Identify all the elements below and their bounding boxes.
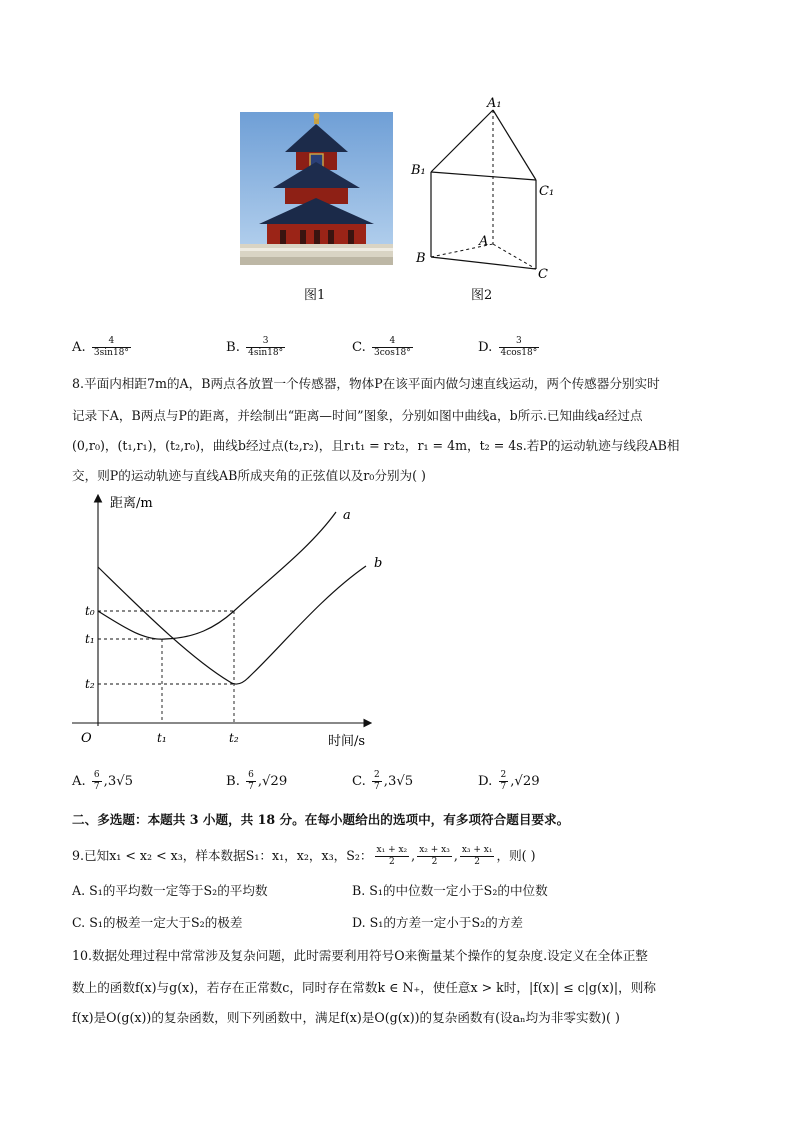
q10-line-1: 10.数据处理过程中常常涉及复杂问题，此时需要利用符号O来衡量某个操作的复杂度.设定义在全体正整 [72,948,648,963]
q10-line-2: 数上的函数f(x)与g(x)，若存在正常数c，同时存在常数k ∈ N₊，使任意x > k时，|f(x)| ≤ c|g(x)|，则称 [72,980,656,995]
vertex-c1: C₁ [539,184,555,199]
q9-option-a[interactable]: A. S₁的平均数一定等于S₂的平均数 [72,883,268,898]
x-tick-t2: t₂ [229,731,239,745]
x-axis-label: 时间/s [328,734,366,749]
curve-a-label: a [343,508,351,523]
vertex-a1: A₁ [487,96,502,111]
origin-label: O [81,731,92,746]
figure1-caption: 图1 [304,288,326,303]
q8-line-1: 8.平面内相距7m的A，B两点各放置一个传感器，物体P在该平面内做匀速直线运动，两个传感器分别实时 [72,376,660,391]
temple-photo [240,112,393,265]
prism-diagram [405,92,565,287]
x-tick-t1: t₁ [157,731,167,745]
q7-option-a[interactable]: A. $\frac{4}{3\sin 18^\circ}$ [72,336,129,358]
y-tick-t0: t₀ [85,604,95,618]
curve-b [98,566,366,684]
q9-option-b[interactable]: B. S₁的中位数一定小于S₂的中位数 [352,883,548,898]
figure2-caption: 图2 [471,288,493,303]
y-tick-t1: t₁ [85,632,95,646]
q7-option-b[interactable]: B. $\frac{3}{4\sin 18^\circ}$ [226,336,284,358]
q8-option-a[interactable]: A. $\frac{6}{7}$ ,3√5 [72,770,134,792]
q8-option-b[interactable]: B. $\frac{6}{7}$ ,√29 [226,770,288,792]
q7-option-d[interactable]: D. $\frac{3}{4\cos 18^\circ}$ [478,336,538,358]
vertex-a: A [479,234,489,249]
q8-line-3: (0,r₀)，(t₁,r₁)，(t₂,r₀)，曲线b经过点(t₂,r₂)，且r₁t₁ = r₂t₂，r₁ = 4m，t₂ = 4s.若P的运动轨迹与线段AB相 [72,438,680,453]
vertex-b1: B₁ [411,163,426,178]
y-axis-label: 距离/m [110,496,153,511]
q9-option-d[interactable]: D. S₁的方差一定小于S₂的方差 [352,915,523,930]
distance-time-graph [70,488,390,756]
y-tick-t2: t₂ [85,677,95,691]
q7-option-c[interactable]: C. $\frac{4}{3\cos 18^\circ}$ [352,336,411,358]
q8-option-c[interactable]: C. $\frac{2}{7}$ ,3√5 [352,770,414,792]
q10-line-3: f(x)是O(g(x))的复杂函数，则下列函数中，满足f(x)是O(g(x))的复杂函数有(设aₙ均为非零实数)( ) [72,1010,620,1025]
section-2-heading: 二、多选题：本题共 3 小题，共 18 分。在每小题给出的选项中，有多项符合题目要求。 [72,812,570,827]
q8-option-d[interactable]: D. $\frac{2}{7}$ ,√29 [478,770,540,792]
q8-line-2: 记录下A，B两点与P的距离，并绘制出“距离—时间”图象，分别如图中曲线a，b所示.已知曲线a经过点 [72,408,643,423]
curve-b-label: b [374,556,383,571]
vertex-b: B [416,251,426,266]
vertex-c: C [538,267,548,282]
curve-a [98,512,336,639]
q9-option-c[interactable]: C. S₁的极差一定大于S₂的极差 [72,915,243,930]
q9-stem: 9.已知x₁ < x₂ < x₃，样本数据S₁：x₁，x₂，x₃，S₂： $\frac{\text{x₁ + x₂}}{2}$ , $\frac{\text{x₂ + x₃}}{2}$ , $\frac{\text{x₃ + x₁}}{2}$ ，则( ) [72,845,536,867]
q8-line-4: 交，则P的运动轨迹与直线AB所成夹角的正弦值以及r₀分别为( ) [72,468,426,483]
